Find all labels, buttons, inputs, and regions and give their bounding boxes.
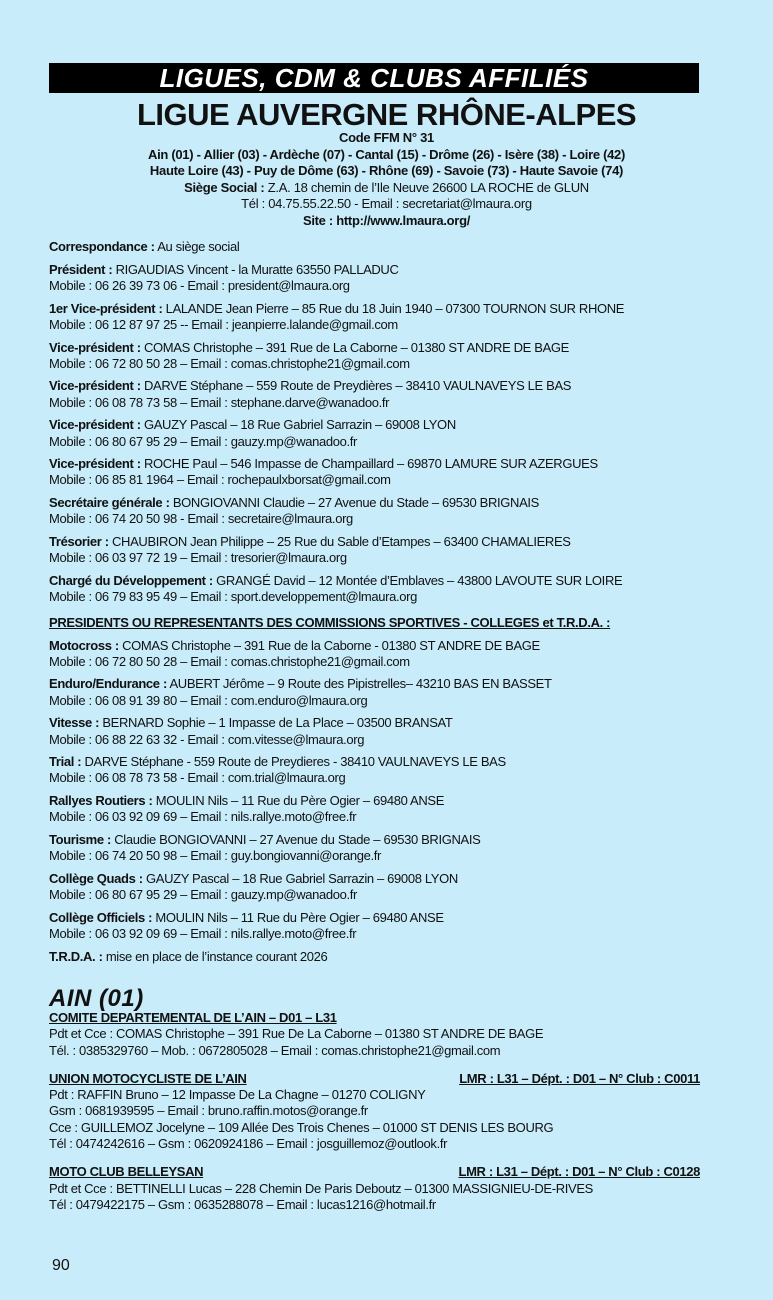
officer-address: GAUZY Pascal – 18 Rue Gabriel Sarrazin – 69008 LYON	[140, 417, 456, 433]
club-ref: LMR : L31 – Dépt. : D01 – N° Club : C0011	[459, 1070, 700, 1086]
club-ref: LMR : L31 – Dépt. : D01 – N° Club : C0128	[458, 1164, 700, 1180]
officer-contact: Mobile : 06 74 20 50 98 - Email : secretaire@lmaura.org	[49, 511, 353, 527]
correspondance	[49, 239, 709, 255]
league-code: Code FFM N° 31	[339, 130, 434, 145]
correspondance-label: Correspondance :	[49, 239, 155, 254]
commission-address: COMAS Christophe – 391 Rue de la Caborne - 01380 ST ANDRE DE BAGE	[118, 637, 540, 653]
commission-address: MOULIN Nils – 11 Rue du Père Ogier – 69480 ANSE	[152, 793, 445, 809]
trda-label: T.R.D.A. :	[49, 948, 103, 964]
officer-address: LALANDE Jean Pierre – 85 Rue du 18 Juin 1940 – 07300 TOURNON SUR RHONE	[162, 300, 625, 316]
commission-contact: Mobile : 06 03 92 09 69 – Email : nils.rallye.moto@free.fr	[49, 809, 357, 825]
commission-address: DARVE Stéphane - 559 Route de Preydieres - 38410 VAULNAVEYS LE BAS	[81, 754, 506, 770]
officer-entry	[49, 495, 709, 527]
commission-contact: Mobile : 06 88 22 63 32 - Email : com.vitesse@lmaura.org	[49, 731, 365, 747]
commission-contact: Mobile : 06 72 80 50 28 – Email : comas.christophe21@gmail.com	[49, 653, 410, 669]
cdm-line: Tél. : 0385329760 – Mob. : 0672805028 – Email : comas.christophe21@gmail.com	[49, 1042, 501, 1058]
officer-role: Vice-président :	[49, 378, 141, 394]
officer-address: GRANGÉ David – 12 Montée d’Emblaves – 43800 LAVOUTE SUR LOIRE	[212, 572, 623, 588]
page-number: 90	[52, 1257, 70, 1274]
officer-contact: Mobile : 06 79 83 95 49 – Email : sport.developpement@lmaura.org	[49, 589, 418, 605]
trda-value: mise en place de l’instance courant 2026	[102, 948, 328, 964]
commission-contact: Mobile : 06 80 67 95 29 – Email : gauzy.mp@wanadoo.fr	[49, 887, 358, 903]
ain-clubs	[49, 1010, 700, 1221]
commission-address: Claudie BONGIOVANNI – 27 Avenue du Stade – 69530 BRIGNAIS	[111, 832, 481, 848]
club-name: MOTO CLUB BELLEYSAN	[49, 1164, 204, 1180]
officer-entry	[49, 262, 709, 294]
commission-contact: Mobile : 06 08 91 39 80 – Email : com.enduro@lmaura.org	[49, 692, 368, 708]
officer-entry	[49, 301, 709, 333]
officer-entry	[49, 534, 709, 566]
commission-address: MOULIN Nils – 11 Rue du Père Ogier – 69480 ANSE	[152, 909, 444, 925]
club-line: Pdt : RAFFIN Bruno – 12 Impasse De La Chagne – 01270 COLIGNY	[49, 1087, 426, 1103]
departments-line-2: Haute Loire (43) - Puy de Dôme (63) - Rhône (69) - Savoie (73) - Haute Savoie (74)	[149, 163, 624, 179]
commission-role: Vitesse :	[49, 715, 100, 731]
section-banner: LIGUES, CDM & CLUBS AFFILIÉS	[49, 63, 699, 93]
siege-social	[0, 180, 773, 197]
commission-address: GAUZY Pascal – 18 Rue Gabriel Sarrazin – 69008 LYON	[142, 871, 458, 886]
officer-address: BONGIOVANNI Claudie – 27 Avenue du Stade – 69530 BRIGNAIS	[169, 495, 540, 511]
commission-role: Trial :	[49, 754, 82, 770]
club-heading	[49, 1164, 700, 1180]
commission-contact: Mobile : 06 03 92 09 69 – Email : nils.rallye.moto@free.fr	[49, 926, 357, 942]
ain-heading: AIN (01)	[49, 985, 144, 1012]
departments-line-1: Ain (01) - Allier (03) - Ardèche (07) - Cantal (15) - Drôme (26) - Isère (38) - Loire (42)	[148, 146, 625, 162]
officer-contact: Mobile : 06 80 67 95 29 – Email : gauzy.mp@wanadoo.fr	[49, 433, 358, 449]
siege-label: Siège Social :	[184, 179, 265, 195]
commission-address: AUBERT Jérôme – 9 Route des Pipistrelles– 43210 BAS EN BASSET	[166, 676, 552, 692]
club-line: Tél : 0479422175 – Gsm : 0635288078 – Email : lucas1216@hotmail.fr	[49, 1196, 436, 1212]
club-name: UNION MOTOCYCLISTE DE L’AIN	[49, 1070, 247, 1086]
officer-entry	[49, 417, 709, 449]
officer-entry	[49, 456, 709, 488]
commission-entry	[49, 638, 709, 670]
league-officers	[49, 239, 709, 972]
commission-role: Tourisme :	[49, 832, 111, 848]
officer-entry	[49, 573, 709, 605]
officer-address: COMAS Christophe – 391 Rue de La Caborne – 01380 ST ANDRE DE BAGE	[140, 339, 569, 355]
commission-contact: Mobile : 06 08 78 73 58 - Email : com.trial@lmaura.org	[49, 770, 346, 786]
officer-contact: Mobile : 06 08 78 73 58 – Email : stephane.darve@wanadoo.fr	[49, 394, 390, 410]
commission-entry	[49, 715, 709, 747]
trda-entry	[49, 949, 709, 965]
officer-contact: Mobile : 06 72 80 50 28 – Email : comas.christophe21@gmail.com	[49, 355, 410, 371]
officer-address: DARVE Stéphane – 559 Route de Preydières – 38410 VAULNAVEYS LE BAS	[140, 378, 572, 394]
league-title: LIGUE AUVERGNE RHÔNE-ALPES	[136, 97, 637, 132]
club-line: Tél : 0474242616 – Gsm : 0620924186 – Email : josguillemoz@outlook.fr	[49, 1136, 448, 1152]
club-line: Pdt et Cce : BETTINELLI Lucas – 228 Chemin De Paris Deboutz – 01300 MASSIGNIEU-DE-RIVES	[49, 1180, 593, 1196]
officer-address: CHAUBIRON Jean Philippe – 25 Rue du Sable d’Etampes – 63400 CHAMALIERES	[108, 534, 571, 550]
club-block	[49, 1071, 700, 1152]
club-block	[49, 1164, 700, 1213]
officer-contact: Mobile : 06 26 39 73 06 - Email : president@lmaura.org	[49, 277, 350, 293]
officer-role: Président :	[49, 261, 113, 277]
cdm-line: Pdt et Cce : COMAS Christophe – 391 Rue De La Caborne – 01380 ST ANDRE DE BAGE	[49, 1026, 544, 1042]
commission-contact: Mobile : 06 74 20 50 98 – Email : guy.bongiovanni@orange.fr	[49, 848, 381, 864]
officer-address: RIGAUDIAS Vincent - la Muratte 63550 PALLADUC	[112, 261, 399, 277]
officer-entry	[49, 340, 709, 372]
cdm-block	[49, 1010, 700, 1059]
commission-address: BERNARD Sophie – 1 Impasse de La Place – 03500 BRANSAT	[99, 715, 453, 731]
officer-role: 1er Vice-président :	[49, 300, 163, 316]
league-header-info	[0, 130, 773, 230]
league-site-link[interactable]: Site : http://www.lmaura.org/	[302, 212, 471, 228]
league-contact: Tél : 04.75.55.22.50 - Email : secretariat@lmaura.org	[241, 196, 532, 212]
commission-role: Collège Officiels :	[49, 909, 153, 925]
cdm-heading	[49, 1010, 700, 1026]
commissions-heading: PRESIDENTS OU REPRESENTANTS DES COMMISSIONS SPORTIVES - COLLEGES et T.R.D.A. :	[49, 615, 611, 631]
commission-entry	[49, 910, 709, 942]
club-line: Cce : GUILLEMOZ Jocelyne – 109 Allée Des Trois Chenes – 01000 ST DENIS LES BOURG	[49, 1119, 554, 1135]
commission-entry	[49, 793, 709, 825]
officer-contact: Mobile : 06 03 97 72 19 – Email : tresorier@lmaura.org	[49, 550, 347, 566]
officer-contact: Mobile : 06 12 87 97 25 -- Email : jeanpierre.lalande@gmail.com	[49, 316, 398, 332]
club-line: Gsm : 0681939595 – Email : bruno.raffin.motos@orange.fr	[49, 1103, 368, 1119]
officer-entry	[49, 378, 709, 410]
commission-role: Motocross :	[49, 637, 119, 653]
commission-entry	[49, 754, 709, 786]
officer-contact: Mobile : 06 85 81 1964 – Email : rochepaulxborsat@gmail.com	[49, 472, 391, 488]
commission-entry	[49, 832, 709, 864]
commission-role: Collège Quads :	[49, 871, 143, 886]
club-heading	[49, 1071, 700, 1087]
officer-role: Chargé du Développement :	[49, 572, 213, 588]
commission-role: Rallyes Routiers :	[49, 793, 153, 809]
officer-role: Vice-président :	[49, 456, 141, 472]
commission-entry	[49, 871, 709, 903]
cdm-title: COMITE DEPARTEMENTAL DE L’AIN – D01 – L31	[49, 1010, 337, 1025]
officer-role: Secrétaire générale :	[49, 495, 170, 511]
officer-address: ROCHE Paul – 546 Impasse de Champaillard – 69870 LAMURE SUR AZERGUES	[140, 456, 598, 472]
commission-entry	[49, 676, 709, 708]
officer-role: Trésorier :	[49, 534, 109, 550]
correspondance-value: Au siège social	[154, 239, 240, 254]
officer-role: Vice-président :	[49, 417, 141, 433]
officer-role: Vice-président :	[49, 339, 141, 355]
siege-value: Z.A. 18 chemin de l’Ile Neuve 26600 LA ROCHE de GLUN	[264, 179, 589, 195]
commission-role: Enduro/Endurance :	[49, 676, 167, 692]
